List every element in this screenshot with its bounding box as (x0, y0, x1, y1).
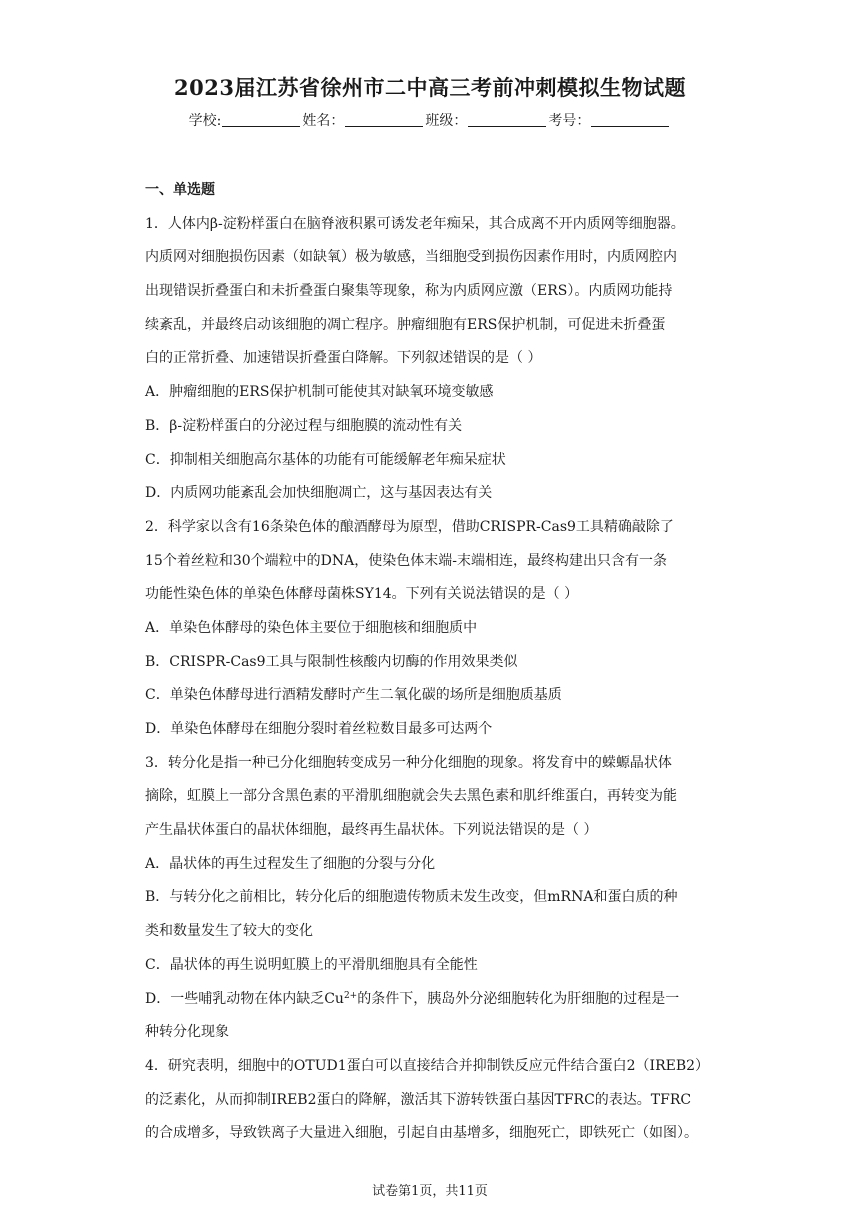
question-4-stem-line: 4．研究表明，细胞中的OTUD1蛋白可以直接结合并抑制铁反应元件结合蛋白2（IREB2） (145, 1057, 710, 1074)
question-2-stem-line: 功能性染色体的单染色体酵母菌株SY14。下列有关说法错误的是（ ） (145, 586, 579, 603)
question-2-stem-line: 2．科学家以含有16条染色体的酿酒酵母为原型，借助CRISPR-Cas9工具精确敲除了 (145, 518, 674, 535)
exam-title: 2023届江苏省徐州市二中高三考前冲刺模拟生物试题 (174, 75, 686, 100)
question-3-option-a: A．晶状体的再生过程发生了细胞的分裂与分化 (145, 855, 436, 872)
question-3-option-d (145, 983, 721, 1017)
class-label: 班级： (425, 113, 468, 129)
class-blank (468, 114, 546, 127)
section-title: 一、单选题 (145, 182, 215, 198)
exam-number-label: 考号： (548, 113, 591, 129)
question-3-option-c: C．晶状体的再生说明虹膜上的平滑肌细胞具有全能性 (145, 956, 478, 973)
exam-number-blank (591, 114, 669, 127)
question-3-stem-line: 产生晶状体蛋白的晶状体细胞，最终再生晶状体。下列说法错误的是（ ） (145, 822, 598, 839)
question-1-option-d: D．内质网功能紊乱会加快细胞凋亡，这与基因表达有关 (145, 485, 493, 502)
question-1-stem-line: 出现错误折叠蛋白和未折叠蛋白聚集等现象，称为内质网应激（ERS）。内质网功能持 (145, 283, 673, 300)
name-label: 姓名： (302, 113, 345, 129)
question-3-option-d-cont: 种转分化现象 (145, 1024, 229, 1041)
question-1-option-c: C．抑制相关细胞高尔基体的功能有可能缓解老年痴呆症状 (145, 451, 506, 468)
question-1-option-b: B．β-淀粉样蛋白的分泌过程与细胞膜的流动性有关 (145, 417, 463, 434)
student-info-line (0, 110, 860, 130)
school-label: 学校: (188, 113, 222, 129)
question-1-option-a: A．肿瘤细胞的ERS保护机制可能使其对缺氧环境变敏感 (145, 384, 494, 401)
question-3-option-b: B．与转分化之前相比，转分化后的细胞遗传物质未发生改变，但mRNA和蛋白质的种 (145, 889, 678, 906)
question-3-option-d-text-rest: 的条件下，胰岛外分泌细胞转化为肝细胞的过程是一 (357, 990, 680, 1007)
name-blank (345, 114, 423, 127)
question-2-stem-line: 15个着丝粒和30个端粒中的DNA，使染色体末端-末端相连，最终构建出只含有一条 (145, 552, 667, 569)
question-3-option-b-cont: 类和数量发生了较大的变化 (145, 923, 313, 940)
school-blank (222, 114, 300, 127)
question-2-option-d: D．单染色体酵母在细胞分裂时着丝粒数目最多可达两个 (145, 721, 493, 737)
copper-charge-superscript: 2+ (343, 990, 358, 1001)
question-1-stem-line: 内质网对细胞损伤因素（如缺氧）极为敏感，当细胞受到损伤因素作用时，内质网腔内 (145, 249, 677, 266)
page-footer: 试卷第1页，共11页 (372, 1184, 488, 1199)
question-1-stem-line: 续紊乱，并最终启动该细胞的凋亡程序。肿瘤细胞有ERS保护机制，可促进未折叠蛋 (145, 316, 666, 333)
question-2-option-a: A．单染色体酵母的染色体主要位于细胞核和细胞质中 (145, 619, 478, 636)
question-3-option-d-text: D．一些哺乳动物在体内缺乏Cu (145, 990, 344, 1007)
question-3-stem-line: 3．转分化是指一种已分化细胞转变成另一种分化细胞的现象。将发育中的蝾螈晶状体 (145, 754, 672, 771)
question-4-stem-line: 的泛素化，从而抑制IREB2蛋白的降解，激活其下游转铁蛋白基因TFRC的表达。TFRC (145, 1091, 692, 1108)
questions-body (145, 174, 721, 1151)
question-4-stem-line: 的合成增多，导致铁离子大量进入细胞，引起自由基增多，细胞死亡，即铁死亡（如图）。 (145, 1125, 698, 1142)
question-2-option-b: B．CRISPR-Cas9工具与限制性核酸内切酶的作用效果类似 (145, 653, 518, 670)
question-1-stem-line: 白的正常折叠、加速错误折叠蛋白降解。下列叙述错误的是（ ） (145, 350, 542, 367)
question-1-stem-line: 1．人体内β-淀粉样蛋白在脑脊液积累可诱发老年痴呆，其合成离不开内质网等细胞器。 (145, 215, 685, 232)
question-2-option-c: C．单染色体酵母进行酒精发酵时产生二氧化碳的场所是细胞质基质 (145, 687, 562, 704)
question-3-stem-line: 摘除，虹膜上一部分含黑色素的平滑肌细胞就会失去黑色素和肌纤维蛋白，再转变为能 (145, 788, 677, 805)
